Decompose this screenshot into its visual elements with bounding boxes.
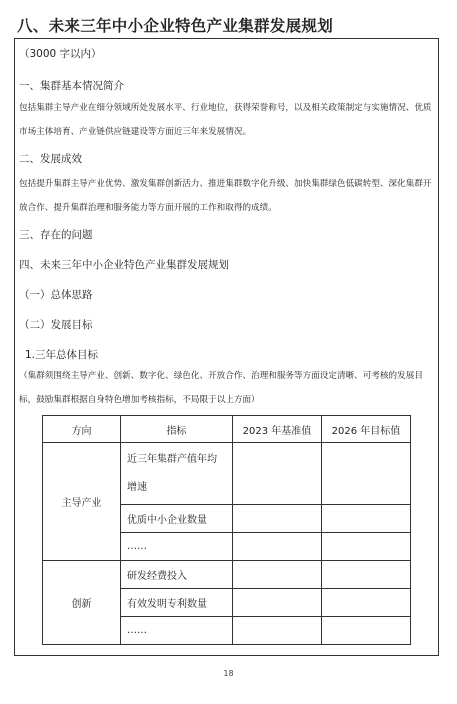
section-1-body: 包括集群主导产业在细分领域所处发展水平、行业地位，获得荣誉称号，以及相关政策制定与实施情况、优质市场主体培育、产业链供应链建设等方面近三年来发展情况。: [19, 103, 432, 137]
header-2023-baseline: 2023 年基准值: [233, 416, 322, 443]
baseline-cell[interactable]: [233, 617, 322, 645]
indicator-cell: ……: [121, 533, 233, 561]
target-cell[interactable]: [322, 533, 411, 561]
baseline-cell[interactable]: [233, 505, 322, 533]
header-2026-target: 2026 年目标值: [322, 416, 411, 443]
baseline-cell[interactable]: [233, 533, 322, 561]
goal-note: （集群须围绕主导产业、创新、数字化、绿色化、开放合作、治理和服务等方面设定清晰、可考核的发展目标，鼓励集群根据自身特色增加考核指标，不局限于以上方面）: [19, 371, 423, 405]
target-cell[interactable]: [322, 443, 411, 505]
table-row: [43, 443, 411, 505]
page-heading: 八、未来三年中小企业特色产业集群发展规划: [17, 17, 334, 35]
table-row: [43, 561, 411, 589]
target-cell[interactable]: [322, 589, 411, 617]
baseline-cell[interactable]: [233, 443, 322, 505]
section-2-title: 二、发展成效: [19, 153, 82, 165]
sub-heading-1: （一）总体思路: [19, 289, 93, 301]
section-1-title: 一、集群基本情况简介: [19, 80, 124, 92]
word-limit: （3000 字以内）: [19, 48, 102, 60]
indicator-cell: 有效发明专利数量: [121, 589, 233, 617]
baseline-cell[interactable]: [233, 589, 322, 617]
section-4-title: 四、未来三年中小企业特色产业集群发展规划: [19, 259, 229, 271]
indicator-cell: 研发经费投入: [121, 561, 233, 589]
goals-table: [42, 415, 411, 645]
header-indicator: 指标: [121, 416, 233, 443]
target-cell[interactable]: [322, 505, 411, 533]
form-box: [14, 38, 439, 656]
baseline-cell[interactable]: [233, 561, 322, 589]
page-number: 18: [223, 669, 234, 678]
sub-heading-2: （二）发展目标: [19, 319, 93, 331]
indicator-cell: 优质中小企业数量: [121, 505, 233, 533]
indicator-cell: ……: [121, 617, 233, 645]
group-main-industry: 主导产业: [43, 443, 121, 561]
goal-heading: 1.三年总体目标: [25, 349, 99, 361]
section-3-title: 三、存在的问题: [19, 229, 93, 241]
section-2-body: 包括提升集群主导产业优势、激发集群创新活力、推进集群数字化升级、加快集群绿色低碳转型、深化集群开放合作、提升集群治理和服务能力等方面开展的工作和取得的成绩。: [19, 179, 432, 213]
indicator-cell: 近三年集群产值年均增速: [121, 443, 233, 505]
target-cell[interactable]: [322, 617, 411, 645]
table-header-row: [43, 416, 411, 443]
header-direction: 方向: [43, 416, 121, 443]
target-cell[interactable]: [322, 561, 411, 589]
group-innovation: 创新: [43, 561, 121, 645]
